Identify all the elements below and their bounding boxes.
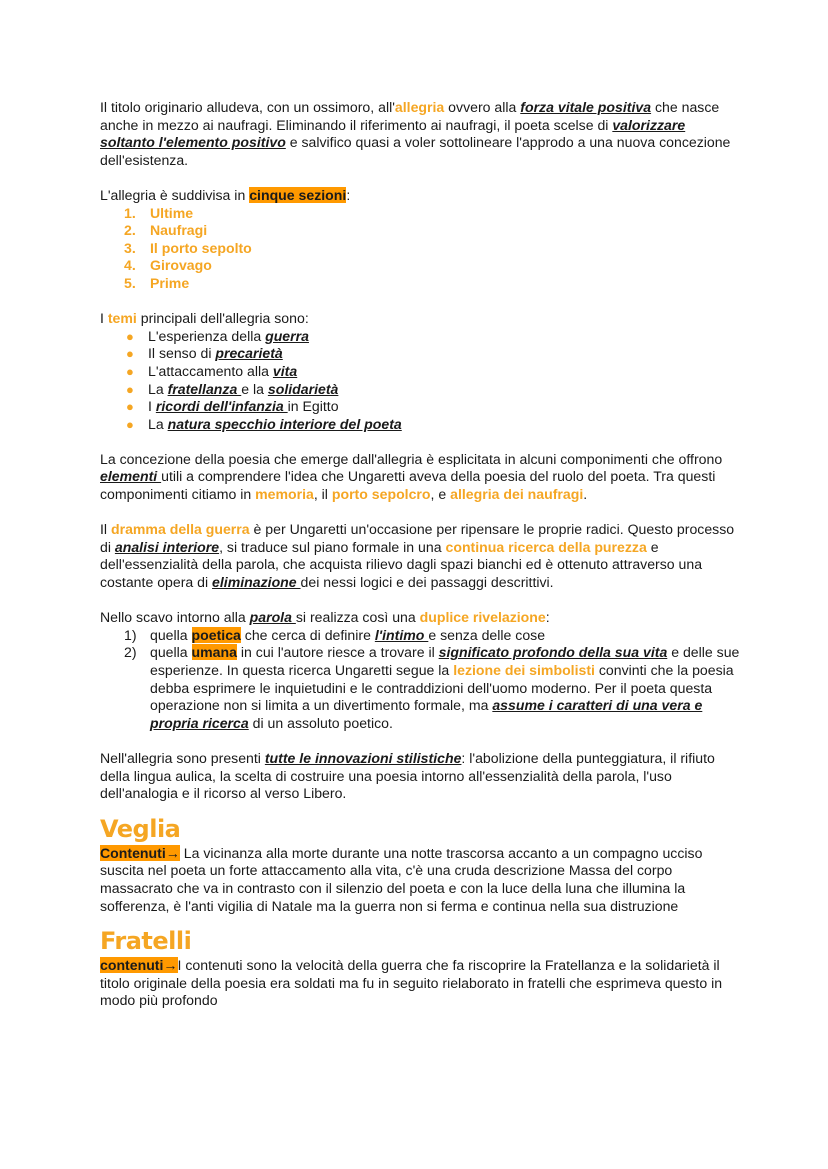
list-item: ● I ricordi dell'infanzia in Egitto <box>126 398 339 415</box>
list-item: ● Il senso di precarietà <box>126 345 283 362</box>
revelation-list <box>100 627 740 733</box>
word-lead: Nello scavo intorno alla parola si realizza così una duplice rivelazione: <box>100 609 550 626</box>
innovations-paragraph: Nell'allegria sono presenti tutte le innovazioni stilistiche: l'abolizione della punteggiatura, il rifiuto della lingua aulica, la scelta di costruire una poesia intorno all'essenzialità della parola, l'uso dell'analogia e il ricorso al verso Libero. <box>100 749 715 802</box>
list-item: 1. Ultime <box>124 204 194 221</box>
highlight-cinque-sezioni: cinque sezioni <box>249 186 347 203</box>
themes-list <box>100 328 740 434</box>
emphasis-elemento-positivo: valorizzare soltanto l'elemento positivo <box>100 116 686 151</box>
sections-lead: L'allegria è suddivisa in cinque sezioni: <box>100 186 351 203</box>
bullet-icon: ● <box>126 346 134 362</box>
fratelli-paragraph: contenuti→I contenuti sono la velocità della guerra che fa riscoprire la Fratellanza e la solidarietà il titolo originale della poesia era soldati ma fu in seguito rielaborato in fratelli che esprimeva questo in modo più profondo <box>100 957 723 1009</box>
drama-paragraph: Il dramma della guerra è per Ungaretti un'occasione per ripensare le proprie radici. Questo processo di analisi interiore, si traduce sul piano formale in una continua ricerca della purezza e dell'essenzialità della parola, che acquista rilievo dagli spazi bianchi ed è ottenuto attraverso una costante opera di eliminazione dei nessi logici e dei passaggi descrittivi. <box>100 521 735 591</box>
bullet-icon: ● <box>126 381 134 397</box>
list-item: ● La fratellanza e la solidarietà <box>126 380 339 397</box>
list-item: ● L'esperienza della guerra <box>126 327 309 344</box>
bullet-icon: ● <box>126 399 134 415</box>
list-item: ● La natura specchio interiore del poeta <box>126 415 402 432</box>
list-item: 3. Il porto sepolto <box>124 239 252 256</box>
emphasis-forza-vitale: forza vitale positiva <box>520 99 652 115</box>
veglia-heading: Veglia <box>100 814 181 843</box>
list-item: 1) quella poetica che cerca di definire l'intimo e senza delle cose <box>124 626 546 643</box>
intro-paragraph: Il titolo originario alludeva, con un ossimoro, all'allegria ovvero alla forza vitale positiva che nasce anche in mezzo ai naufragi. Eliminando il riferimento ai naufragi, il poeta scelse di valorizzare soltanto l'elemento positivo e salvifico quasi a voler sottolineare l'approdo a una nuova concezione dell'esistenza. <box>100 99 731 168</box>
bullet-icon: ● <box>126 328 134 344</box>
poetry-paragraph: La concezione della poesia che emerge dall'allegria è esplicitata in alcuni componimenti che offrono elementi utili a comprendere l'idea che Ungaretti aveva della poesia del ruolo del poeta. Tra questi componimenti citiamo in memoria, il porto sepolcro, e allegria dei naufragi. <box>100 450 723 503</box>
list-item: 2) quella umana in cui l'autore riesce a trovare il significato profondo della sua vita e delle sue esperienze. In questa ricerca Ungaretti segue la lezione dei simbolisti convinti che la poesia debba esprimere le inquietudini e le contraddizioni dell'uomo moderno. Per il poeta questa operazione non si limita a un divertimento formale, ma assume i caratteri di una vera e propria ricerca di un assoluto poetico. <box>124 644 740 731</box>
fratelli-heading: Fratelli <box>100 927 192 956</box>
bullet-icon: ● <box>126 363 134 379</box>
bullet-icon: ● <box>126 416 134 432</box>
list-item: ● L'attaccamento alla vita <box>126 362 298 379</box>
contenuti-label: Contenuti→ <box>100 844 180 861</box>
keyword-allegria: allegria <box>394 99 445 115</box>
list-item: 5. Prime <box>124 274 190 291</box>
themes-lead: I temi principali dell'allegria sono: <box>100 310 309 327</box>
veglia-paragraph: Contenuti→ La vicinanza alla morte durante una notte trascorsa accanto a un compagno ucciso suscita nel poeta un forte attaccamento alla vita, c'è una cruda descrizione Massa del corpo massacrato che va in contrasto con il silenzio del poeta e con la luce della luna che illumina la sofferenza, è l'anti vigilia di Natale ma la guerra non si ferma e continua nella sua distruzione <box>100 844 703 914</box>
list-item: 2. Naufragi <box>124 222 208 239</box>
list-item: 4. Girovago <box>124 257 212 274</box>
keyword-temi: temi <box>107 310 137 327</box>
document-page <box>100 99 740 1010</box>
contenuti-label: contenuti→ <box>100 957 178 974</box>
sections-list <box>100 205 740 293</box>
